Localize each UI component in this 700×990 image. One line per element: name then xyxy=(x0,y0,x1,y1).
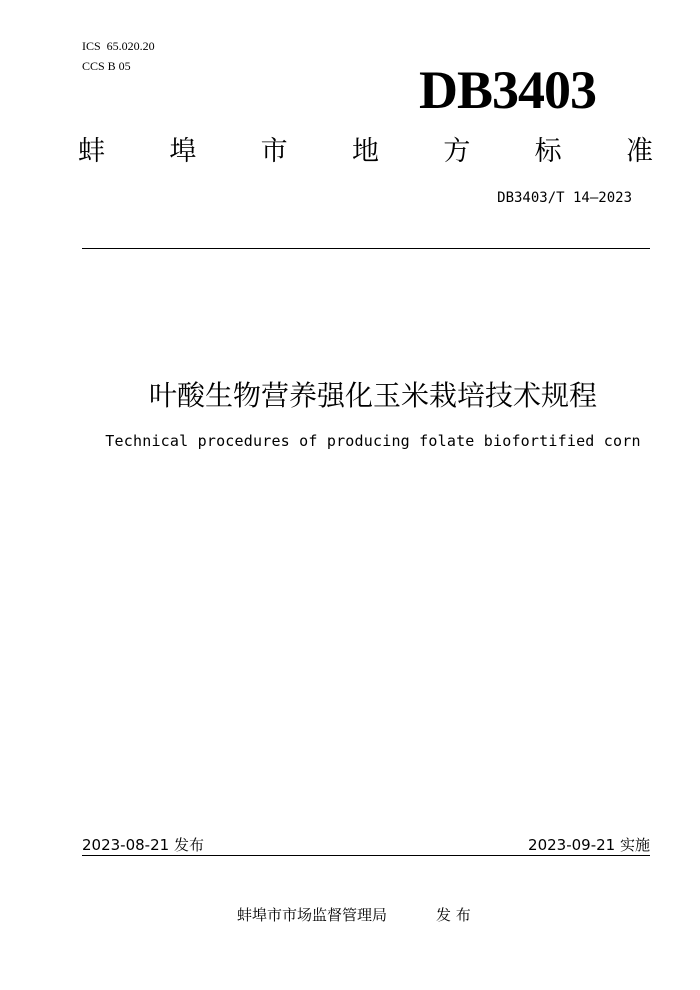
document-title-en: Technical procedures of producing folate biofortified corn xyxy=(105,432,641,450)
standard-type-char: 地 xyxy=(351,136,379,167)
publish-date: 2023-08-21 发布 xyxy=(82,836,204,854)
db-logo: DB3403 xyxy=(418,60,596,120)
standard-type-char: 标 xyxy=(534,136,562,167)
document-title-cn: 叶酸生物营养强化玉米栽培技术规程 xyxy=(148,379,597,412)
standard-type-char: 蚌 xyxy=(78,136,105,167)
standard-type-char: 市 xyxy=(260,136,288,167)
header-divider xyxy=(82,248,650,249)
standard-type-title xyxy=(78,132,653,172)
standard-type-char: 准 xyxy=(625,136,653,167)
footer-divider xyxy=(82,855,650,856)
implement-date: 2023-09-21 实施 xyxy=(528,836,650,854)
standard-number: DB3403/T 14—2023 xyxy=(497,190,632,206)
ics-code: ICS 65.020.20 xyxy=(82,39,155,53)
standard-type-char: 方 xyxy=(443,136,471,167)
issuing-authority: 蚌埠市市场监督管理局 xyxy=(237,906,388,924)
classification-codes xyxy=(82,36,155,76)
standard-type-char: 埠 xyxy=(169,136,197,167)
issue-label: 发 布 xyxy=(436,906,471,924)
ccs-code: CCS B 05 xyxy=(82,59,131,73)
